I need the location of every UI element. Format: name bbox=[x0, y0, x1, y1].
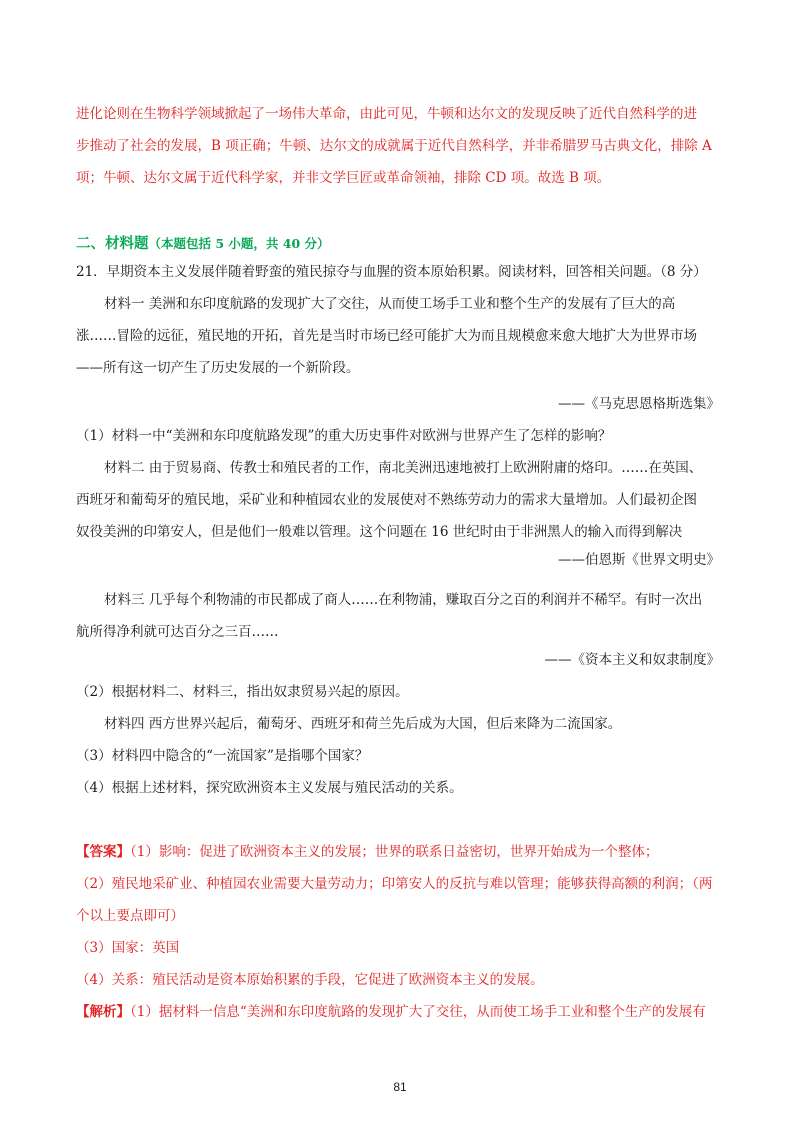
analysis-line-1 bbox=[76, 1002, 706, 1022]
material1-line-3: ——所有这一切产生了历史发展的一个新阶段。 bbox=[76, 360, 360, 376]
material4: 材料四 西方世界兴起后，葡萄牙、西班牙和荷兰先后成为大国，但后来降为二流国家。 bbox=[104, 716, 622, 732]
section-heading bbox=[76, 234, 330, 254]
analysis-tag: 【解析】 bbox=[76, 1004, 130, 1020]
sub-question-3: （3）材料四中隐含的“一流国家”是指哪个国家？ bbox=[76, 748, 369, 764]
section-title: 二、材料题 bbox=[76, 235, 149, 252]
material1-line-1: 材料一 美洲和东印度航路的发现扩大了交往，从而使工场手工业和整个生产的发展有了巨大的高 bbox=[104, 296, 676, 312]
material3-source: ——《资本主义和奴隶制度》 bbox=[544, 652, 720, 668]
material2-line-3: 奴役美洲的印第安人，但是他们一般难以管理。这个问题在 16 世纪时由于非洲黑人的输入而得到解决 bbox=[76, 524, 683, 540]
explanation-line-1: 进化论则在生物科学领域掀起了一场伟大革命，由此可见，牛顿和达尔文的发现反映了近代自然科学的进 bbox=[76, 106, 697, 122]
answer-line-1 bbox=[76, 842, 658, 862]
question-21: 21．早期资本主义发展伴随着野蛮的殖民掠夺与血腥的资本原始积累。阅读材料，回答相关问题。（8 分） bbox=[76, 264, 707, 280]
sub-question-2: （2）根据材料二、材料三，指出奴隶贸易兴起的原因。 bbox=[76, 684, 409, 700]
answer-line-5: （4）关系：殖民活动是资本原始积累的手段，它促进了欧洲资本主义的发展。 bbox=[76, 972, 544, 988]
material2-source: ——伯恩斯《世界文明史》 bbox=[558, 552, 720, 568]
answer-tag: 【答案】 bbox=[76, 844, 130, 860]
page-number: 81 bbox=[393, 1080, 407, 1094]
sub-question-1: （1）材料一中“美洲和东印度航路发现”的重大历史事件对欧洲与世界产生了怎样的影响？ bbox=[76, 428, 612, 444]
explanation-line-2: 步推动了社会的发展，B 项正确；牛顿、达尔文的成就属于近代自然科学，并非希腊罗马古典文化，排除 A bbox=[76, 138, 712, 154]
answer-line-3: 个以上要点即可） bbox=[76, 908, 184, 924]
explanation-line-3: 项；牛顿、达尔文属于近代科学家，并非文学巨匠或革命领袖，排除 CD 项。故选 B 项。 bbox=[76, 170, 611, 186]
sub-question-4: （4）根据上述材料，探究欧洲资本主义发展与殖民活动的关系。 bbox=[76, 780, 463, 796]
analysis-text-1: （1）据材料一信息“美洲和东印度航路的发现扩大了交往，从而使工场手工业和整个生产的发展有 bbox=[130, 1004, 706, 1020]
material3-line-2: 航所得净利就可达百分之三百…… bbox=[76, 624, 279, 640]
answer-line-4: （3）国家：英国 bbox=[76, 940, 180, 956]
material2-line-2: 西班牙和葡萄牙的殖民地，采矿业和种植园农业的发展使对不熟练劳动力的需求大量增加。人们最初企图 bbox=[76, 492, 697, 508]
answer-line-2: （2）殖民地采矿业、种植园农业需要大量劳动力；印第安人的反抗与难以管理；能够获得高额的利润；（两 bbox=[76, 876, 713, 892]
material2-line-1: 材料二 由于贸易商、传教士和殖民者的工作，南北美洲迅速地被打上欧洲附庸的烙印。……在英国、 bbox=[104, 460, 703, 476]
section-note: （本题包括 5 小题，共 40 分） bbox=[148, 236, 330, 251]
material1-source: ——《马克思恩格斯选集》 bbox=[558, 396, 720, 412]
answer-text-1: （1）影响：促进了欧洲资本主义的发展；世界的联系日益密切，世界开始成为一个整体； bbox=[130, 844, 659, 860]
material1-line-2: 涨……冒险的远征，殖民地的开拓，首先是当时市场已经可能扩大为而且规模愈来愈大地扩大为世界市场 bbox=[76, 328, 697, 344]
material3-line-1: 材料三 几乎每个利物浦的市民都成了商人……在利物浦，赚取百分之百的利润并不稀罕。有时一次出 bbox=[104, 592, 703, 608]
